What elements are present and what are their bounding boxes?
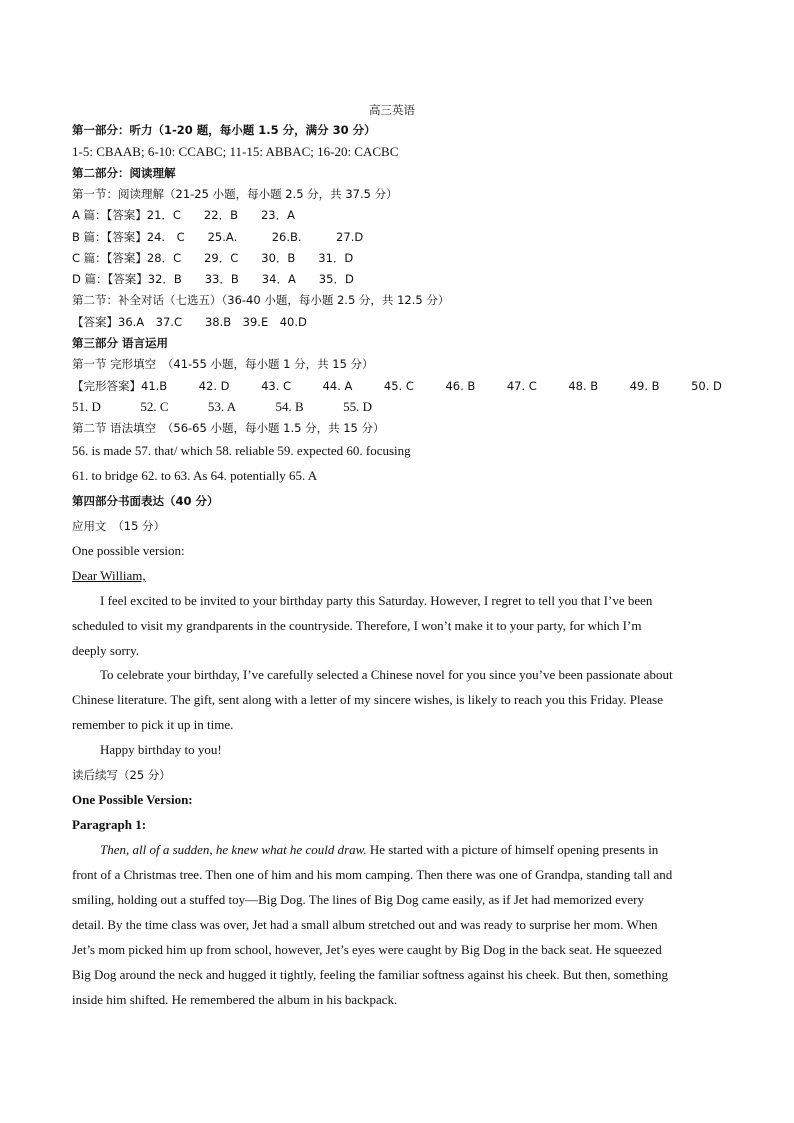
- letter-paragraph-line: Chinese literature. The gift, sent along with a letter of my sincere wishes, is likely to reach you this Friday. Please: [72, 692, 663, 707]
- story-paragraph-line: inside him shifted. He remembered the album in his backpack.: [72, 992, 398, 1007]
- passage-a-answers: A 篇：【答案】21．C 22．B 23．A: [72, 208, 295, 222]
- page-title: 高三英语: [369, 103, 415, 117]
- cloze-answer: 42. D: [198, 379, 230, 393]
- paragraph-label: Paragraph 1:: [72, 817, 147, 832]
- letter-paragraph-line: I feel excited to be invited to your birthday party this Saturday. However, I regret to tell you that I’ve been: [100, 593, 653, 608]
- story-paragraph-line: Big Dog around the neck and hugged it tightly, feeling the familiar softness against his cheek. But then, something: [72, 967, 668, 982]
- cloze-answer: 46. B: [445, 379, 476, 393]
- practical-writing-heading: 应用文 （15 分）: [72, 519, 166, 533]
- continuation-writing-heading: 读后续写（25 分）: [72, 768, 171, 782]
- story-opening-sentence: Then, all of a sudden, he knew what he could draw.: [100, 842, 367, 857]
- passage-d-answers: D 篇：【答案】32．B 33．B 34．A 35．D: [72, 272, 354, 286]
- cloze-answer: 55. D: [343, 399, 372, 414]
- part2-heading: 第二部分：阅读理解: [72, 166, 176, 180]
- letter-paragraph-line: To celebrate your birthday, I’ve carefully selected a Chinese novel for you since you’ve been passionate about: [100, 667, 673, 682]
- part2-section2-heading: 第二节：补全对话（七选五）（36-40 小题，每小题 2.5 分，共 12.5 分）: [72, 293, 450, 307]
- part4-heading: 第四部分书面表达（40 分）: [72, 494, 219, 508]
- cloze-answers-row2: [72, 399, 372, 415]
- cloze-answer: 54. B: [275, 399, 304, 414]
- part1-heading: 第一部分：听力（1-20 题，每小题 1.5 分，满分 30 分）: [72, 123, 376, 137]
- cloze-label: 【完形答案】41.B: [72, 379, 168, 393]
- story-paragraph-line: smiling, holding out a stuffed toy—Big Dog. The lines of Big Dog came easily, as if Jet had memorized every: [72, 892, 645, 907]
- cloze-answer: 51. D: [72, 399, 101, 414]
- cloze-answer: 44. A: [322, 379, 353, 393]
- cloze-answer: 50. D: [691, 379, 722, 393]
- story-paragraph-line: Jet’s mom picked him up from school, however, Jet’s eyes were caught by Big Dog in the back seat. He squeezed: [72, 942, 662, 957]
- cloze-answer: 52. C: [140, 399, 169, 414]
- cloze-answer: 45. C: [383, 379, 414, 393]
- cloze-answer: 49. B: [629, 379, 660, 393]
- letter-paragraph-line: deeply sorry.: [72, 643, 140, 658]
- continuation-version-label: One Possible Version:: [72, 792, 193, 807]
- part3-section1-heading: 第一节 完形填空 （41-55 小题，每小题 1 分，共 15 分）: [72, 357, 374, 371]
- part2-section2-answers: 【答案】36.A 37.C 38.B 39.E 40.D: [72, 315, 307, 329]
- part3-section2-heading: 第二节 语法填空 （56-65 小题，每小题 1.5 分，共 15 分）: [72, 421, 385, 435]
- cloze-answer: 43. C: [261, 379, 292, 393]
- passage-c-answers: C 篇：【答案】28．C 29．C 30．B 31．D: [72, 251, 354, 265]
- grammar-answers-line2: 61. to bridge 62. to 63. As 64. potentially 65. A: [72, 468, 318, 483]
- grammar-answers-line1: 56. is made 57. that/ which 58. reliable 59. expected 60. focusing: [72, 443, 411, 458]
- cloze-answers-row1: [72, 378, 722, 394]
- cloze-answer: 48. B: [568, 379, 599, 393]
- cloze-answer: 53. A: [207, 399, 237, 414]
- cloze-answer: 47. C: [506, 379, 537, 393]
- story-paragraph-line: detail. By the time class was over, Jet had a small album stretched out and was ready to surprise her mom. When: [72, 917, 658, 932]
- story-paragraph-line: [100, 842, 658, 858]
- story-text: He started with a picture of himself opening presents in: [366, 842, 659, 857]
- version-label: One possible version:: [72, 543, 185, 558]
- part3-heading: 第三部分 语言运用: [72, 336, 169, 350]
- part1-answers: 1-5: CBAAB; 6-10: CCABC; 11-15: ABBAC; 16-20: CACBC: [72, 144, 399, 159]
- passage-b-answers: B 篇：【答案】24. C 25.A. 26.B. 27.D: [72, 230, 364, 244]
- story-paragraph-line: front of a Christmas tree. Then one of him and his mom camping. Then there was one of Grandpa, standing tall and: [72, 867, 673, 882]
- letter-closing: Happy birthday to you!: [100, 742, 222, 757]
- letter-salutation: Dear William,: [72, 568, 146, 583]
- letter-paragraph-line: scheduled to visit my grandparents in the countryside. Therefore, I won’t make it to your party, for which I’m: [72, 618, 642, 633]
- part2-section1-heading: 第一节：阅读理解（21-25 小题，每小题 2.5 分，共 37.5 分）: [72, 187, 398, 201]
- letter-paragraph-line: remember to pick it up in time.: [72, 717, 234, 732]
